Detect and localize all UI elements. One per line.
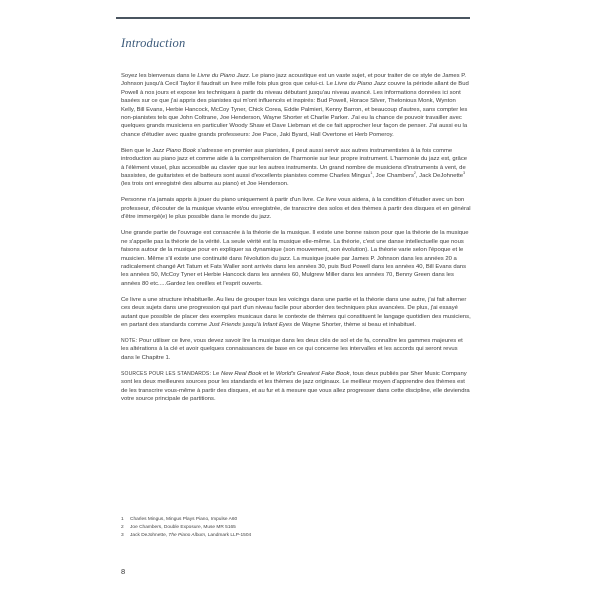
text-run: vous aidera, à la condition d'étudier avec un bon professeur, d'écouter de la musique vivante et/ou enregistrée, de transcrire des solos et des thèmes à partir des disques et en général d'être immergé(e) le plus possible dans le monde du jazz. <box>121 197 471 221</box>
paragraph <box>121 72 471 139</box>
page-number: 8 <box>121 567 126 576</box>
text-run: Soyez les bienvenus dans le <box>121 73 198 79</box>
text-run: , Jack DeJohnette <box>415 173 464 180</box>
song-title: Infant Eyes <box>262 321 293 328</box>
text-run: : Le <box>209 370 221 377</box>
book-title: Livre du Piano Jazz <box>197 73 249 79</box>
paragraph <box>121 229 471 288</box>
text-run: jusqu'à <box>240 321 263 328</box>
text-run: , Landmark LLP-1504 <box>205 533 252 538</box>
text-run: couvre la période allant de Bud Powell à nos jours et expose les techniques à partir du niveau débutant jusqu'au niveau avancé. Les informations données ici sont basées sur ce que j'ai appris des pianistes qui m'ont influencés et inspirés: Bud Powell, Horace Silver, Thelonious Monk, Wynton Kelly, Bill Evans, Herbie Hancock, McCoy Tyner, Chick Corea, Eddie Palmieri, Kenny Barron, et beaucoup d'autres, sans compter les non-pianistes tels que John Coltrane, Joe Henderson, Wayne Shorter et Charlie Parker. J'ai eu la chance de pouvoir travailler avec quelques grands musiciens en particulier Woody Shaw et Dave Liebman et de ce fait approcher leur façon de penser. J'ai aussi eu la chance d'étudier avec quatre grands professeurs: Joe Pace, Jaki Byard, Hall Overtone et Herb Pomeroy. <box>121 81 469 138</box>
text-run: (les trois ont enregistré des albums au piano) et Joe Henderson. <box>121 181 289 188</box>
footnote-ref: 2 <box>413 171 416 176</box>
sources-label: SOURCES POUR LES STANDARDS <box>121 370 210 377</box>
footnote-ref: 1 <box>370 171 373 176</box>
paragraph <box>121 196 471 221</box>
footnote <box>121 532 471 540</box>
footnote <box>121 516 471 524</box>
footnotes <box>121 516 471 540</box>
song-title: Just Friends <box>208 321 241 328</box>
text-run: Une grande partie de l'ouvrage est consacrée à la théorie de la musique. Il existe une bonne raison pour que la théorie de la musique ne s'appelle pas la théorie de la vérité. La seule vérité est la musique elle-même. La théorie, c'est une danse intellectuelle que nous faisons autour de la musique pour en expliquer sa dynamique (son mouvement, son évolution). La théorie varie selon l'époque et le musicien. Même s'il existe une continuité dans l'évolution du jazz. La musique jouée par James P. Johnson dans les années 20 a radicalement changé Art Tatum et Fats Waller sont arrivés dans les années 30, puis Bud Powell dans les années 40, Bill Evans dans les années 50, McCoy Tyner et Herbie Hancock dans les années 60, Mulgrew Miller dans les années 70, Benny Green dans les années 80 etc.....Gardez les oreilles et l'esprit ouverts. <box>121 230 469 287</box>
paragraph <box>121 370 471 404</box>
footnote-text <box>130 532 251 540</box>
paragraph <box>121 337 471 362</box>
book-title: World's Greatest Fake Book <box>275 370 350 377</box>
book-title: Jazz Piano Book <box>152 147 197 154</box>
book-title: New Real Book <box>220 370 262 377</box>
footnote-text: Joe Chambers, Double Exposure, Muse MR 5165 <box>130 525 236 530</box>
text-run: Ce livre a une structure inhabituelle. Au lieu de grouper tous les voicings dans une partie et la théorie dans une autre, j'ai fait alterner ces deux sujets dans une progression qui part d'un niveau facile pour aborder des techniques plus avancées. De plus, j'ai essayé autant que possible de placer des exemples musicaux dans le contexte de thèmes qui constituent le langage quotidien des musiciens, en partant des standards comme <box>121 296 471 328</box>
paragraph <box>121 147 471 189</box>
article-body <box>121 72 471 403</box>
page-title: Introduction <box>121 36 186 50</box>
text-run: s'adresse en premier aux pianistes, il peut aussi servir aux autres instrumentistes à la fois comme introduction au piano jazz et comme aide à la compréhension de l'harmonie sur leur propre instrument. L'harmonie du jazz est, grâce à l'élément visuel, plus accessible au clavier que sur les autres instruments. Un grand nombre de musiciens d'instruments à vent, de bassistes, de guitaristes et de batteurs sont aussi d'excellents pianistes comme Charles Mingus <box>121 147 468 180</box>
footnote-number: 3 <box>121 533 124 538</box>
text-run: : Pour utiliser ce livre, vous devez savoir lire la musique dans les deux clés de sol et de fa, connaître les gammes majeures et les altérations à la clé et avoir quelques connaissances de base en ce qui concerne les intervalles et les accords qui seront revus dans le Chapitre 1. <box>121 337 463 361</box>
book-title: Ce livre <box>316 197 337 204</box>
note-label: NOTE <box>121 337 136 344</box>
header-rule <box>116 17 470 19</box>
paragraph <box>121 296 471 330</box>
book-title: Livre du Piano Jazz <box>334 81 386 88</box>
text-run: , Joe Chambers <box>372 173 414 180</box>
footnote-number: 2 <box>121 525 124 530</box>
text-run: Jack DeJohnette, <box>130 533 169 538</box>
text-run: . Le piano jazz acoustique est un vaste sujet, et pour traiter de ce style de James P. Johnson jusqu'à Cecil Taylor il faudrait un livre mille fois plus gros que celui-ci. Le <box>121 73 467 88</box>
album-title: The Piano Album <box>168 533 206 538</box>
footnote <box>121 524 471 532</box>
text-run: Bien que le <box>121 147 153 154</box>
footnote-ref: 3 <box>463 171 466 176</box>
text-run: Personne n'a jamais appris à jouer du piano uniquement à partir d'un livre. <box>121 197 317 204</box>
text-run: , tous deux publiés par Sher Music Company sont les deux meilleures sources pour les standards et les thèmes de jazz originaux. Le meilleur moyen d'apprendre des thèmes est de les transcrire vous-même à partir des disques, et au fur et à mesure que vous allez progresser dans cette discipline, elle deviendra votre source principale de partitions. <box>121 370 470 402</box>
text-run: de Wayne Shorter, thème si beau et inhabituel. <box>292 321 416 328</box>
text-run: et le <box>261 370 276 377</box>
footnote-number: 1 <box>121 517 124 522</box>
footnote-text: Charles Mingus, Mingus Plays Piano, Impulse A60 <box>130 517 238 522</box>
